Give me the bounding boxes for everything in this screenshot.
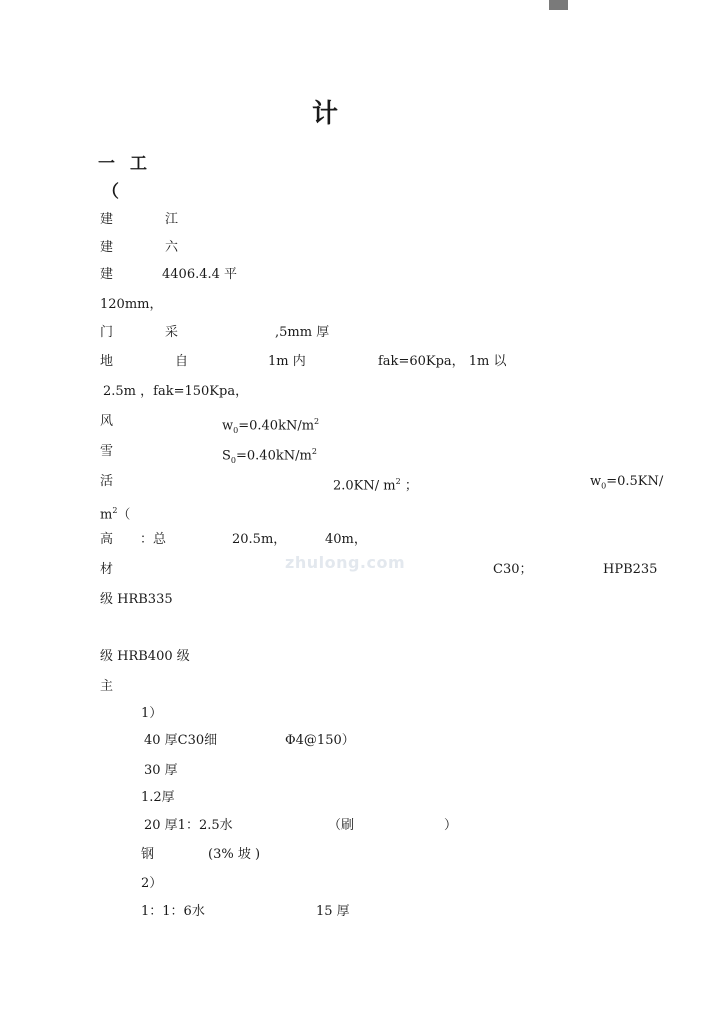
row-value: 自 — [175, 354, 189, 369]
row-label: 地 — [100, 354, 114, 369]
formula: $w_0=0.40kN/m^2$ — [222, 417, 320, 435]
paren-open: （ — [102, 182, 119, 202]
row-label: 高 — [100, 532, 114, 547]
list-marker: 2） — [141, 876, 163, 891]
list-item: 30 厚 — [144, 763, 178, 778]
row-label: 建 — [100, 212, 114, 227]
row-label: 风 — [100, 414, 114, 429]
text-line: 级 HRB400 级 — [100, 649, 190, 664]
row-value: C30； — [493, 562, 533, 577]
list-item-extra: Φ4@150） — [285, 733, 355, 748]
row-value: 1m 内 — [268, 354, 306, 369]
row-label: 建 — [100, 240, 114, 255]
text-line: 级 HRB335 — [100, 592, 173, 607]
list-item-extra: （刷 — [328, 818, 355, 833]
text-line: $m^2$（ — [100, 506, 131, 523]
section-heading: 工 — [130, 154, 147, 174]
list-item-extra: (3% 坡 ) — [208, 847, 261, 862]
row-extra: ,5mm 厚 — [275, 325, 330, 340]
list-item: 40 厚C30细 — [144, 733, 218, 748]
formula: 2.0KN/ $m^2$ ； — [333, 477, 418, 494]
row-value: fak=60Kpa， 1m 以 — [378, 354, 507, 369]
list-item: 钢 — [141, 847, 155, 862]
row-value: HPB235 — [603, 562, 658, 577]
row-label: 雪 — [100, 444, 114, 459]
watermark: zhulong.com — [285, 553, 406, 572]
text-line: 2.5m ，fak=150Kpa， — [103, 384, 249, 399]
text-line: 主 — [100, 679, 114, 694]
row-value: 40m， — [325, 532, 367, 547]
formula: $S_0=0.40kN/m^2$ — [222, 447, 317, 465]
page-corner-marker — [549, 0, 568, 10]
formula: $w_0=0.5KN/$ — [590, 474, 664, 491]
row-label: 材 — [100, 562, 114, 577]
list-item: 20 厚1：2.5水 — [144, 818, 233, 833]
row-value: 江 — [165, 212, 179, 227]
row-value: 4406.4.4 平 — [162, 267, 238, 282]
row-value: 六 — [165, 240, 179, 255]
list-item: 1：1：6水 — [141, 904, 205, 919]
row-label: 活 — [100, 474, 114, 489]
list-item-extra: ） — [444, 818, 458, 833]
row-label: 建 — [100, 267, 114, 282]
row-value: 采 — [165, 325, 179, 340]
row-label: 门 — [100, 325, 114, 340]
list-marker: 1） — [141, 706, 163, 721]
page-title: 计 — [312, 99, 339, 129]
section-number: 一 — [98, 154, 115, 174]
list-item: 1.2厚 — [141, 790, 175, 805]
list-item-extra: 15 厚 — [316, 904, 350, 919]
text-line: 120mm， — [100, 297, 163, 312]
row-value: ：总 — [140, 532, 167, 547]
row-value: 20.5m， — [232, 532, 287, 547]
